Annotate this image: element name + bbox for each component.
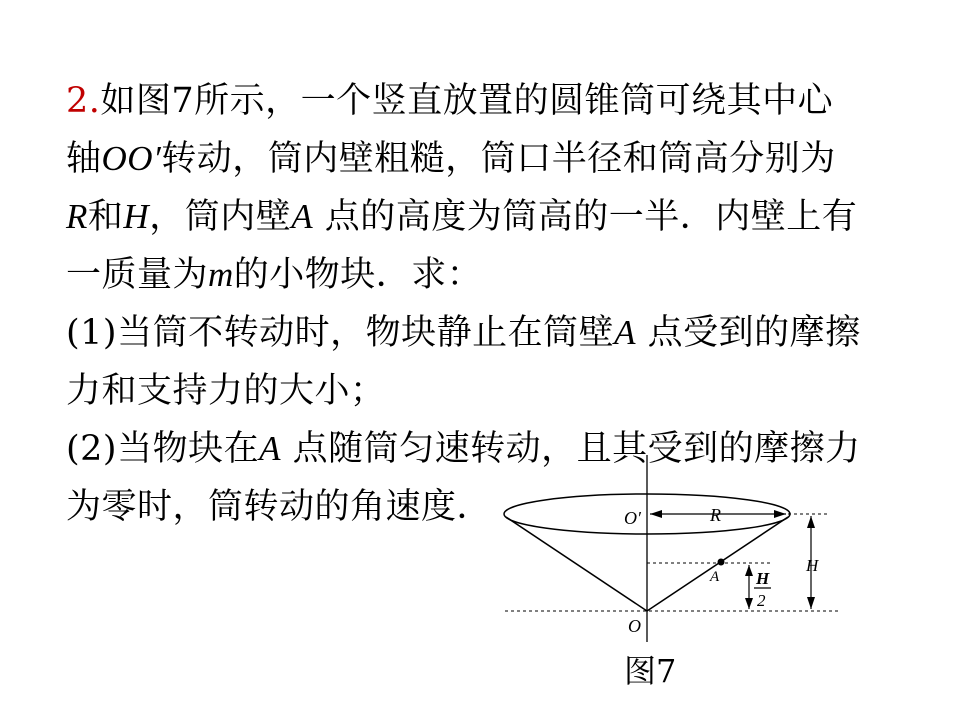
label-h: H: [806, 556, 819, 575]
point-a-marker: [718, 559, 725, 566]
label-o: O: [628, 616, 641, 636]
label-h2-numerator: H: [756, 569, 770, 588]
figure-caption: 图7: [624, 652, 677, 690]
question-1-line-2: 力和支持力的大小；: [66, 371, 386, 411]
axis-label: OO′: [101, 139, 162, 178]
problem-line-1: 2.如图7所示，一个竖直放置的圆锥筒可绕其中心: [66, 81, 834, 121]
height-arrow-top-head: [807, 516, 815, 528]
height-arrow-bottom-head: [807, 597, 815, 609]
question-1-line-1: (1)当筒不转动时，物块静止在筒壁A 点受到的摩擦: [66, 313, 861, 353]
problem-line-4: 一质量为m的小物块．求：: [66, 255, 483, 295]
radius-arrow-right-head: [774, 510, 786, 518]
label-h2-denominator: 2: [757, 591, 766, 610]
label-a: A: [710, 569, 720, 585]
problem-line-3: R和H，筒内壁A 点的高度为筒高的一半．内壁上有: [66, 197, 858, 237]
problem-line-2: 轴OO′转动，筒内壁粗糙，筒口半径和筒高分别为: [66, 139, 836, 179]
problem-number: 2.: [66, 81, 101, 121]
label-r: R: [710, 505, 721, 525]
radius-arrow-left-head: [650, 510, 662, 518]
half-height-arrow-top-head: [745, 565, 753, 576]
half-height-arrow-bottom-head: [745, 598, 753, 609]
question-2-line-2: 为零时，筒转动的角速度．: [66, 487, 493, 527]
label-o-prime: O′: [624, 508, 641, 528]
question-2-line-1: (2)当物块在A 点随筒匀速转动，且其受到的摩擦力: [66, 429, 861, 469]
